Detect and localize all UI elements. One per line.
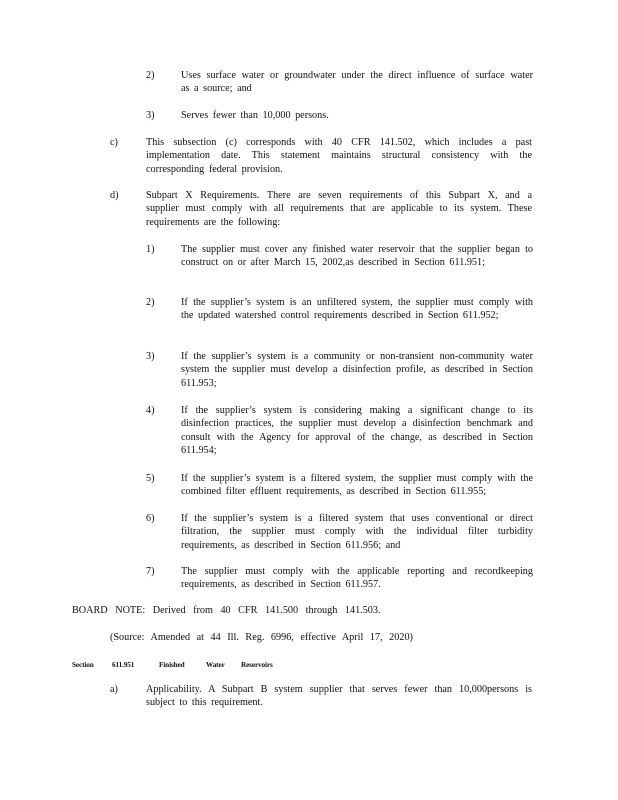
section-title-word: Finished [159, 661, 185, 669]
list-marker: 1) [146, 244, 155, 255]
source-note: (Source: Amended at 44 Ill. Reg. 6996, effective April 17, 2020) [110, 632, 413, 643]
list-marker: 4) [146, 405, 155, 416]
section-title-word: Reservoirs [241, 661, 273, 669]
list-marker: d) [110, 190, 119, 201]
list-marker: a) [110, 684, 118, 695]
requirement-text: If the supplier’s system is a filtered system, the supplier must comply with the combined filter effluent requirements, as described in Section 611.955; [181, 473, 533, 498]
list-marker: 2) [146, 297, 155, 308]
requirement-text: The supplier must comply with the applicable reporting and recordkeeping requirements, as described in Section 611.957. [181, 566, 533, 591]
requirement-text: The supplier must cover any finished water reservoir that the supplier began to construct on or after March 15, 2002,as described in Section 611.951; [181, 244, 533, 269]
section-number: 611.951 [112, 661, 135, 669]
list-item-text: Serves fewer than 10,000 persons. [181, 110, 329, 121]
list-marker: c) [110, 137, 118, 148]
list-marker: 3) [146, 110, 155, 121]
list-marker: 6) [146, 513, 155, 524]
subsection-text: This subsection (c) corresponds with 40 CFR 141.502, which includes a past implementation date. This statement maintains structural consistency with the corresponding federal provision. [146, 137, 532, 175]
requirement-text: If the supplier’s system is considering making a significant change to its disinfection practices, the supplier must develop a disinfection benchmark and consult with the Agency for approval of the change, as described in Section 611.954; [181, 405, 533, 457]
requirement-text: If the supplier’s system is a filtered system that uses conventional or direct filtration, the supplier must comply with the individual filter turbidity requirements, as described in Section 611.956; and [181, 513, 533, 551]
section-heading [72, 659, 273, 672]
list-marker: 5) [146, 473, 155, 484]
list-item-text: Uses surface water or groundwater under the direct influence of surface water as a source; and [181, 70, 533, 95]
list-marker: 7) [146, 566, 155, 577]
requirement-text: If the supplier’s system is a community or non-transient non-community water system the supplier must develop a disinfection profile, as described in Section 611.953; [181, 351, 533, 389]
list-marker: 2) [146, 70, 155, 81]
board-note: BOARD NOTE: Derived from 40 CFR 141.500 through 141.503. [72, 605, 381, 616]
section-title-word: Water [206, 661, 225, 669]
subsection-text: Applicability. A Subpart B system supplier that serves fewer than 10,000persons is subject to this requirement. [146, 684, 532, 709]
section-label: Section [72, 661, 94, 669]
list-marker: 3) [146, 351, 155, 362]
requirement-text: If the supplier’s system is an unfiltered system, the supplier must comply with the updated watershed control requirements described in Section 611.952; [181, 297, 533, 322]
subsection-text: Subpart X Requirements. There are seven requirements of this Subpart X, and a supplier must comply with all requirements that are applicable to its system. These requirements are the following: [146, 190, 532, 228]
